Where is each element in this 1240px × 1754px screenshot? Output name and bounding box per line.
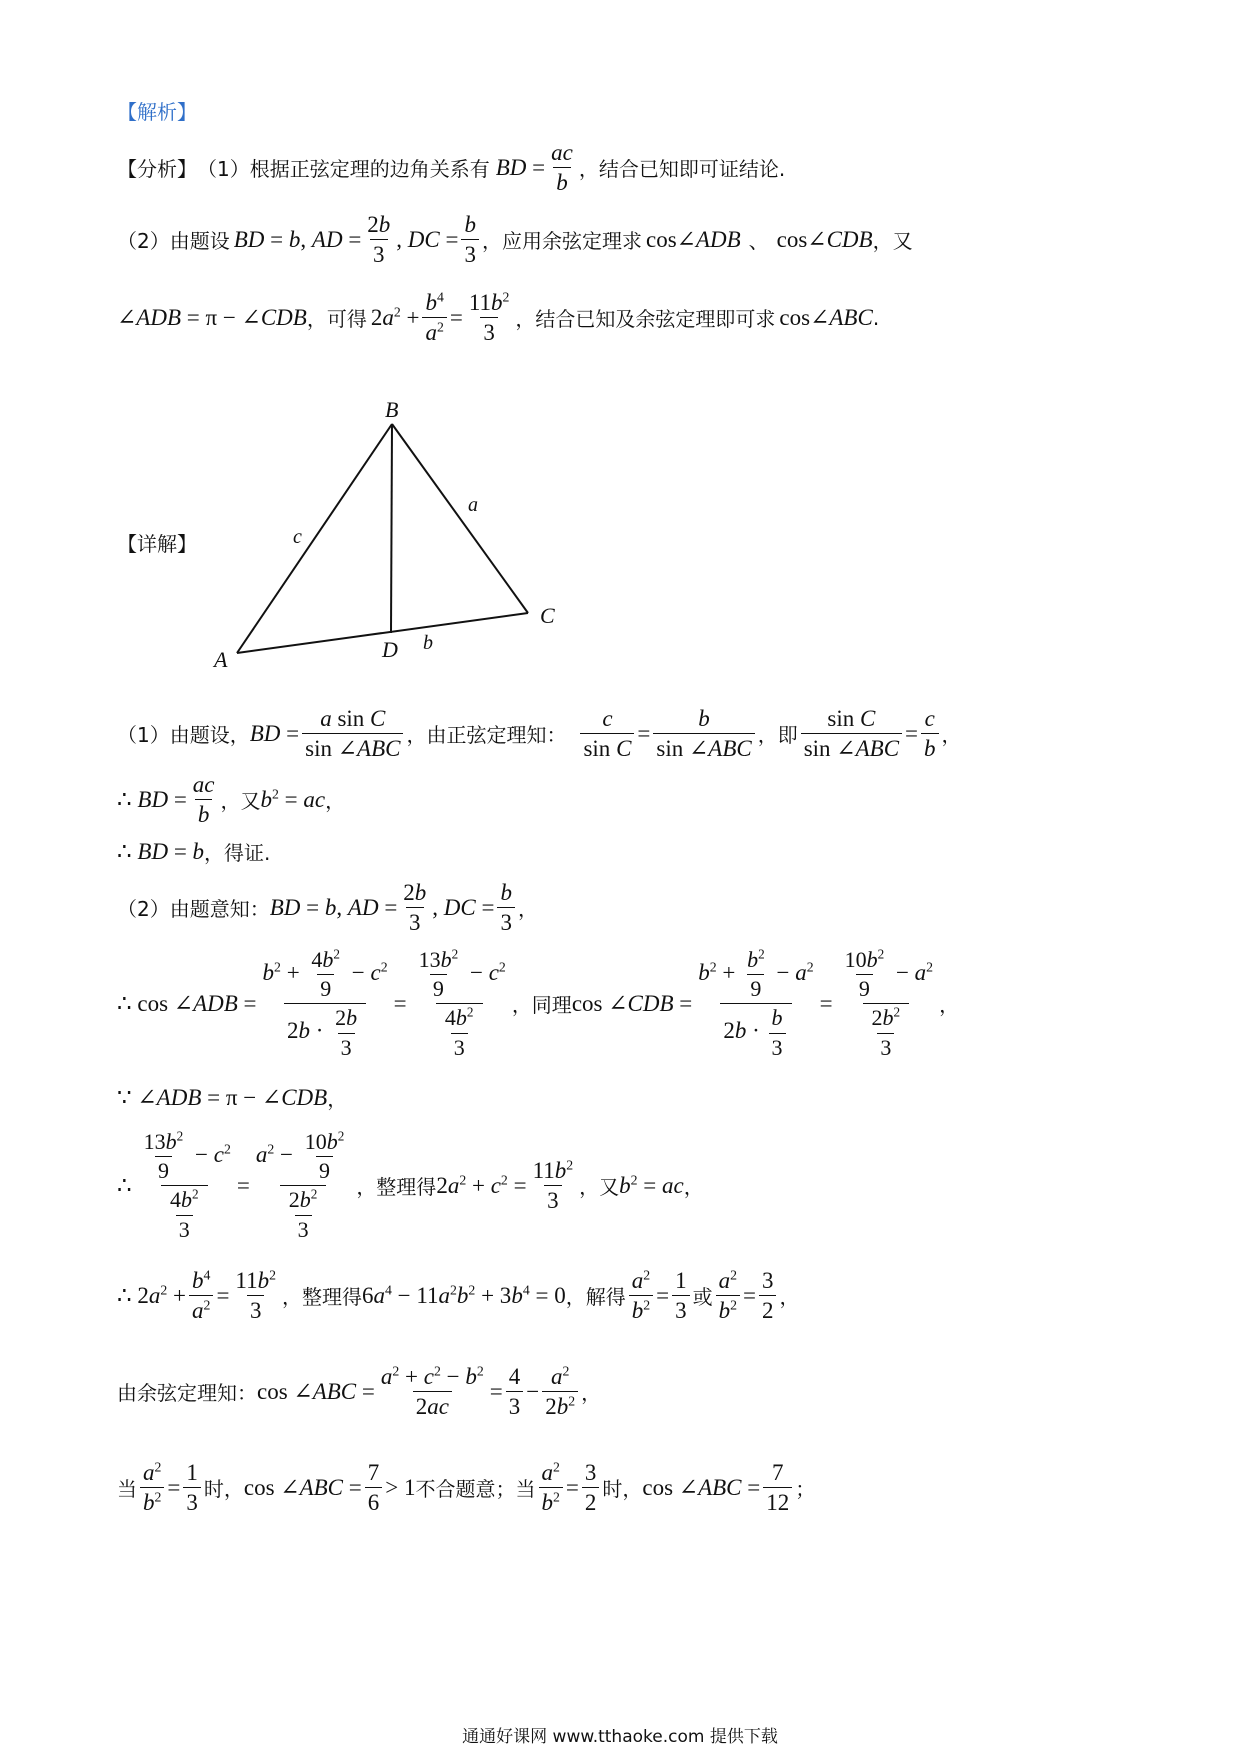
- analysis-line-3: ∠ADB = π − ∠CDB ，可得 $2a^2$ + $\frac{b^4}{a^2}$ = $\frac{11b^2}{3}$ ，结合已知及余弦定理即可求 cos∠ABC .: [117, 289, 880, 346]
- side-AB: [237, 424, 392, 653]
- label-B: B: [385, 397, 399, 422]
- analysis-line-2: （2）由题设 BD = b, AD = $\frac{2b}{3}$ , DC = $\frac{b}{3}$ ，应用余弦定理求 cos∠ADB 、 cos∠CDB ，又: [117, 212, 913, 268]
- solution-line-3: ∴ BD = b ，得证.: [117, 838, 271, 865]
- solution-line-4: （2）由题意知： BD = b, AD = $\frac{2b}{3}$ , DC = $\frac{b}{3}$ ，: [117, 880, 538, 936]
- label-A: A: [214, 647, 228, 672]
- solution-line-9: 由余弦定理知： cos ∠ABC = $\frac{a^2 + c^2 - b^2}{2ac}$ = $\frac{4}{3}$ − $\frac{a^2}{2b^2}$ ，: [117, 1363, 602, 1420]
- label-side-c: c: [293, 526, 302, 548]
- solution-line-6: ∵ ∠ADB = π − ∠CDB ，: [117, 1084, 348, 1111]
- analysis-line-1: 【分析】 （1）根据正弦定理的边角关系有 BD = $\frac{ac}{b}$ ，结合已知即可证结论.: [117, 140, 786, 196]
- solution-line-10: 当 $\frac{a^2}{b^2}$ = $\frac{1}{3}$ 时， cos ∠ABC = $\frac{7}{6}$ > 1 不合题意；当 $\frac{a^2}{b^2}$ = $\frac{3}{2}$ 时， cos ∠ABC = $\frac{7}{12}$ ；: [117, 1459, 816, 1516]
- detail-label: 【详解】: [117, 532, 197, 556]
- solution-line-1: （1）由题设， BD = $\frac{\text{a sin C}}{\text{sin ∠ABC}}$ ，由正弦定理知： $\frac{c}{\text{sin C}}$ = $\frac{b}{\text{sin ∠ABC}}$ ，即 $\frac{\text{sin C}}{\text{sin ∠ABC}}$ = $\frac{c}{b}$ ，: [117, 706, 962, 762]
- label-side-a: a: [468, 494, 478, 516]
- solution-line-2: ∴ BD = $\frac{ac}{b}$ ，又 $b^2$ = ac ，: [117, 772, 346, 828]
- footer-text: 通通好课网 www.tthaoke.com 提供下载: [462, 1727, 778, 1747]
- solution-line-5: ∴ cos ∠ADB = $b^2$ + $\frac{4b^2}{9}$ − $c^2$ 2b · $\frac{2b}{3}$ = $\frac{13b^2}{9}$ − $c^2$ $\frac{4b^2}{3}$ ，同理 cos ∠CDB = $b^2$ + $\frac{b^2}{9}$ − $a^2$ 2b · $\frac{b}{3}$ = $\frac{10b^2}{9}$ − $a^2$ $\frac{2b^2}{3}$ ，: [117, 946, 960, 1060]
- segment-BD: [391, 424, 392, 633]
- section-heading-jiexi: 【解析】: [117, 100, 197, 124]
- label-side-b: b: [423, 632, 433, 654]
- label-C: C: [540, 603, 555, 628]
- label-D: D: [382, 637, 398, 662]
- triangle-figure: [210, 395, 570, 675]
- solution-line-7: ∴ $\frac{13b^2}{9}$ − $c^2$ $\frac{4b^2}{3}$ = $a^2$ − $\frac{10b^2}{9}$ $\frac{2b^2}{3}$ ，整理得 $2a^2 + c^2$ = $\frac{11b^2}{3}$ ，又 $b^2$ = ac ，: [117, 1128, 704, 1242]
- side-BC: [392, 424, 528, 613]
- solution-line-8: ∴ $2a^2$ + $\frac{b^4}{a^2}$ = $\frac{11b^2}{3}$ ，整理得 $6a^4 - 11a^2b^2 + 3b^4 = 0$ ，解得 $\frac{a^2}{b^2}$ = $\frac{1}{3}$ 或 $\frac{a^2}{b^2}$ = $\frac{3}{2}$ ，: [117, 1267, 800, 1324]
- analysis-label: 【分析】: [117, 157, 197, 182]
